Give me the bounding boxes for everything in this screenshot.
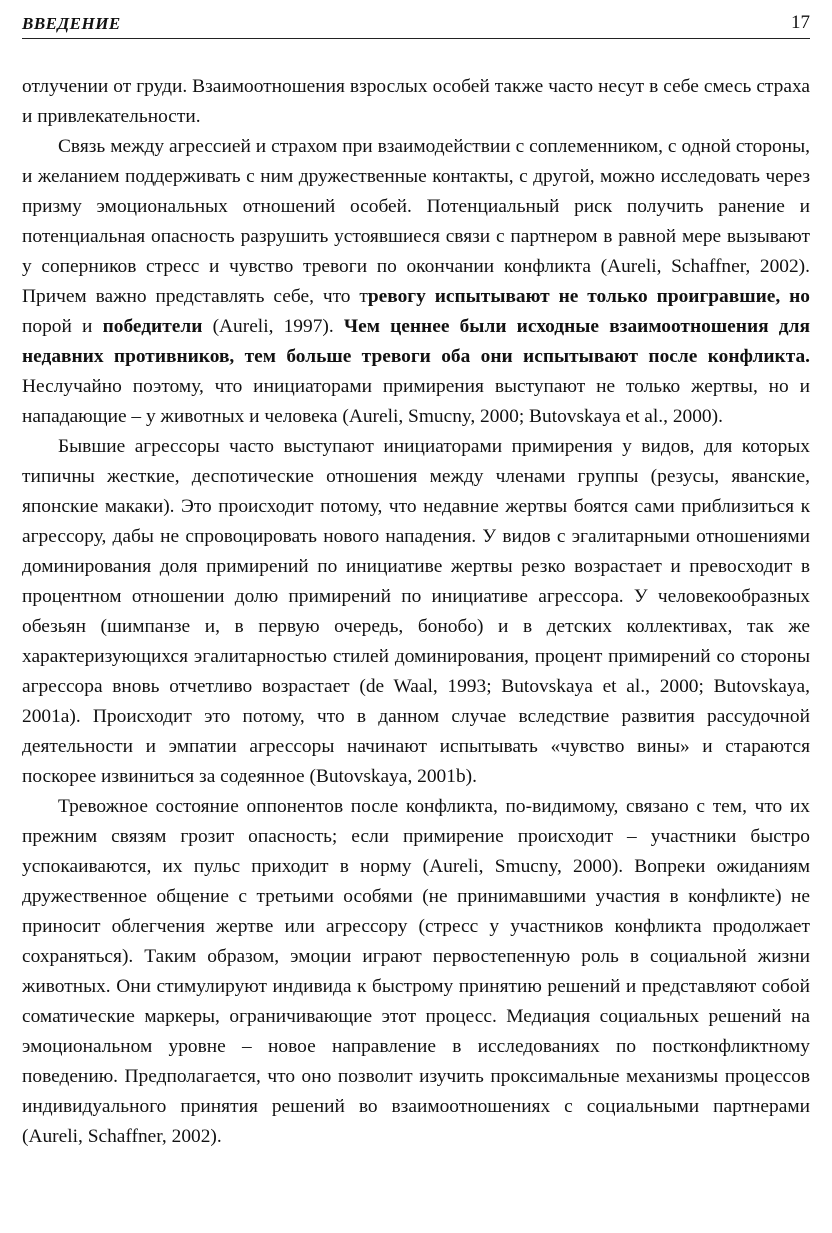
text-run: Неслучайно поэтому, что инициаторами примирения выступают не только жертвы, но и нападающие – у животных и человека (Aureli, Smucny, 2000; Butovskaya et al., 2000). xyxy=(22,376,810,427)
text-run: порой и xyxy=(22,316,103,337)
body-text xyxy=(22,72,810,1152)
page-header xyxy=(22,12,810,39)
bold-text-run: ревогу испытывают не только проигравшие, но xyxy=(367,286,810,307)
text-run: отлучении от груди. Взаимоотношения взрослых особей также часто несут в себе смесь страха и привлекательности. xyxy=(22,76,810,127)
paragraph-1 xyxy=(22,72,810,132)
bold-text-run: Чем ценнее были исходные взаимоотношения для недавних противников, тем больше тревоги оба они испытывают после конфликта. xyxy=(22,316,810,367)
paragraph-2 xyxy=(22,132,810,432)
text-run: Бывшие агрессоры часто выступают инициаторами примирения у видов, для которых типичны жесткие, деспотические отношения между членами группы (резусы, яванские, японские макаки). Это происходит потому, что недавние жертвы боятся сами приблизиться к агрессору, дабы не спровоцировать нового нападения. У видов с эгалитарными отношениями доминирования доля примирений по инициативе жертвы резко возрастает и превосходит в процентном отношении долю примирений по инициативе агрессора. У человекообразных обезьян (шимпанзе и, в первую очередь, бонобо) и в детских коллективах, так же характеризующихся эгалитарностью стилей доминирования, процент примирений со стороны агрессора вновь отчетливо возрастает (de Waal, 1993; Butovskaya et al., 2000; Butovskaya, 2001a). Происходит это потому, что в данном случае вследствие развития рассудочной деятельности и эмпатии агрессоры начинают испытывать «чувство вины» и стараются поскорее извиниться за содеянное (Butovskaya, 2001b). xyxy=(22,436,810,787)
paragraph-3 xyxy=(22,432,810,792)
page-number: 17 xyxy=(791,12,810,33)
paragraph-4 xyxy=(22,792,810,1152)
running-head: ВВЕДЕНИЕ xyxy=(22,14,121,33)
text-run: (Aureli, 1997). xyxy=(202,316,344,337)
text-run: Тревожное состояние оппонентов после конфликта, по-видимому, связано с тем, что их прежним связям грозит опасность; если примирение происходит – участники быстро успокаиваются, их пульс приходит в норму (Aureli, Smucny, 2000). Вопреки ожиданиям дружественное общение с третьими особями (не принимавшими участия в конфликте) не приносит облегчения жертве или агрессору (стресс у участников конфликта продолжает сохраняться). Таким образом, эмоции играют первостепенную роль в социальной жизни животных. Они стимулируют индивида к быстрому принятию решений и представляют собой соматические маркеры, ограничивающие этот процесс. Медиация социальных решений на эмоциональном уровне – новое направление в исследованиях по постконфликтному поведению. Предполагается, что оно позволит изучить проксимальные механизмы процессов индивидуального принятия решений во взаимоотношениях с социальными партнерами (Aureli, Schaffner, 2002). xyxy=(22,796,810,1147)
text-run: Связь между агрессией и страхом при взаимодействии с соплеменником, с одной стороны, и желанием поддерживать с ним дружественные контакты, с другой, можно исследовать через призму эмоциональных отношений особей. Потенциальный риск получить ранение и потенциальная опасность разрушить устоявшиеся связи с партнером в равной мере вызывают у соперников стресс и чувство тревоги по окончании конфликта (Aureli, Schaffner, 2002). Причем важно представлять себе, что т xyxy=(22,136,810,307)
bold-text-run: победители xyxy=(102,316,203,337)
